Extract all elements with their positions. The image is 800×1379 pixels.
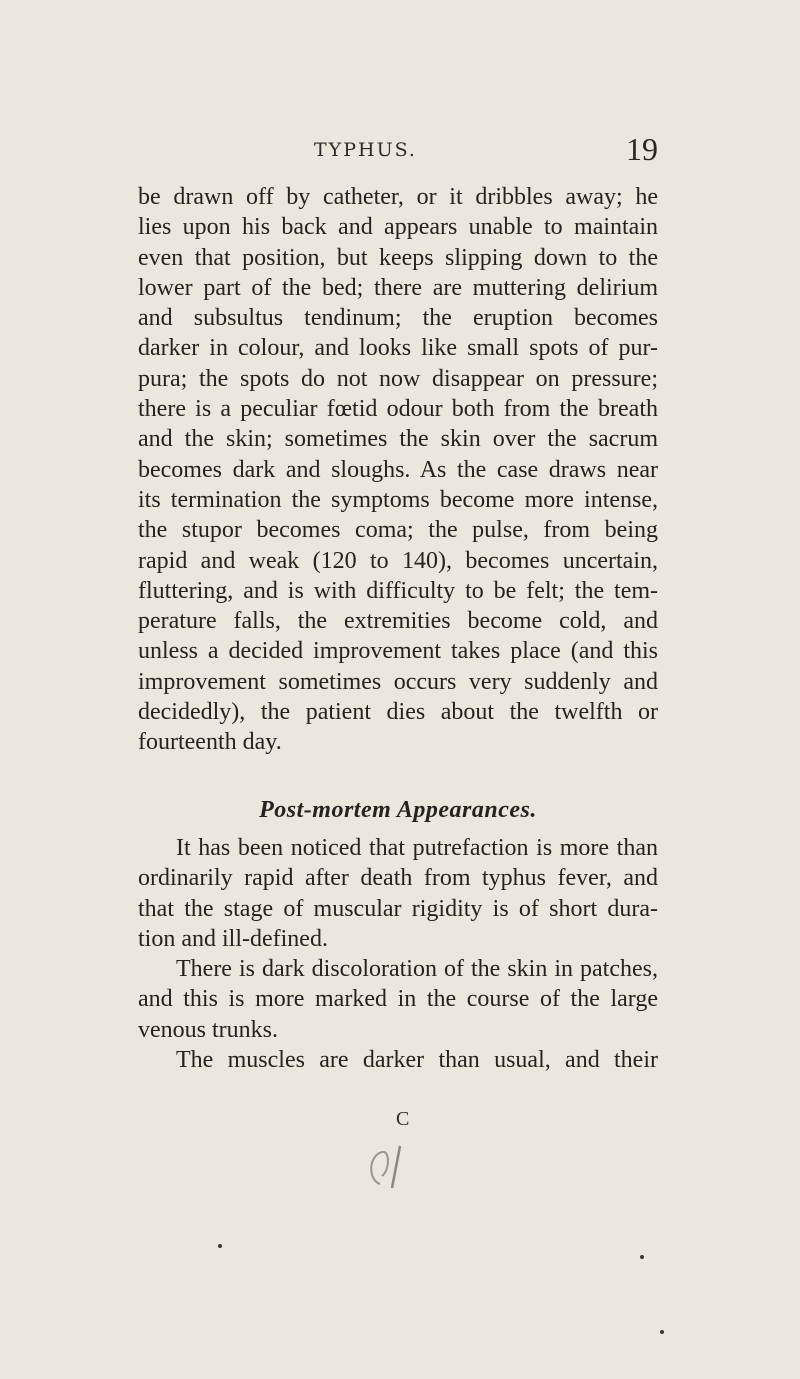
text-line: venous trunks. — [138, 1016, 278, 1043]
signature-mark: C — [396, 1108, 410, 1130]
text-line: unless a decided improvement takes place (and this — [138, 638, 658, 665]
text-line: It has been noticed that putrefaction is more than — [176, 834, 658, 861]
text-line: ordinarily rapid after death from typhus fever, and — [138, 865, 658, 892]
text-line: fourteenth day. — [138, 729, 282, 756]
text-line: lies upon his back and appears unable to maintain — [138, 214, 658, 241]
handwritten-mark-icon — [360, 1140, 420, 1196]
ink-speck — [218, 1244, 222, 1248]
running-head: TYPHUS. — [314, 139, 417, 161]
section-heading: Post-mortem Appearances. — [259, 796, 537, 823]
text-line: becomes dark and sloughs. As the case draws near — [138, 456, 658, 483]
paragraph-discoloration — [138, 954, 658, 1045]
body-text — [138, 182, 658, 1075]
text-line: and the skin; sometimes the skin over the sacrum — [138, 426, 658, 453]
text-line: decidedly), the patient dies about the twelfth or — [138, 699, 658, 726]
text-line: fluttering, and is with difficulty to be felt; the tem- — [138, 577, 658, 604]
paragraph-putrefaction — [138, 833, 658, 954]
text-line: its termination the symptoms become more intense, — [138, 486, 658, 513]
text-line: be drawn off by catheter, or it dribbles away; he — [138, 184, 658, 210]
text-line: even that position, but keeps slipping down to the — [138, 244, 658, 271]
text-line: The muscles are darker than usual, and their — [176, 1047, 658, 1074]
ink-speck — [660, 1330, 664, 1334]
text-line: lower part of the bed; there are muttering delirium — [138, 274, 658, 301]
paragraph-symptoms — [138, 182, 658, 758]
text-line: improvement sometimes occurs very suddenly and — [138, 668, 658, 695]
ink-speck — [640, 1255, 644, 1259]
text-line: there is a peculiar fœtid odour both from the breath — [138, 396, 658, 423]
page-header — [0, 131, 800, 165]
text-line: perature falls, the extremities become cold, and — [138, 608, 658, 635]
text-line: darker in colour, and looks like small spots of pur- — [138, 335, 658, 362]
text-line: There is dark discoloration of the skin in patches, — [176, 956, 658, 983]
text-line: tion and ill-defined. — [138, 925, 328, 952]
text-line: that the stage of muscular rigidity is of short dura- — [138, 895, 658, 922]
text-line: and this is more marked in the course of the large — [138, 986, 658, 1013]
text-line: and subsultus tendinum; the eruption becomes — [138, 305, 658, 332]
text-line: rapid and weak (120 to 140), becomes uncertain, — [138, 547, 658, 574]
text-line: pura; the spots do not now disappear on pressure; — [138, 365, 658, 392]
paragraph-muscles — [138, 1045, 658, 1075]
text-line: the stupor becomes coma; the pulse, from being — [138, 517, 658, 544]
page-number: 19 — [626, 131, 658, 167]
